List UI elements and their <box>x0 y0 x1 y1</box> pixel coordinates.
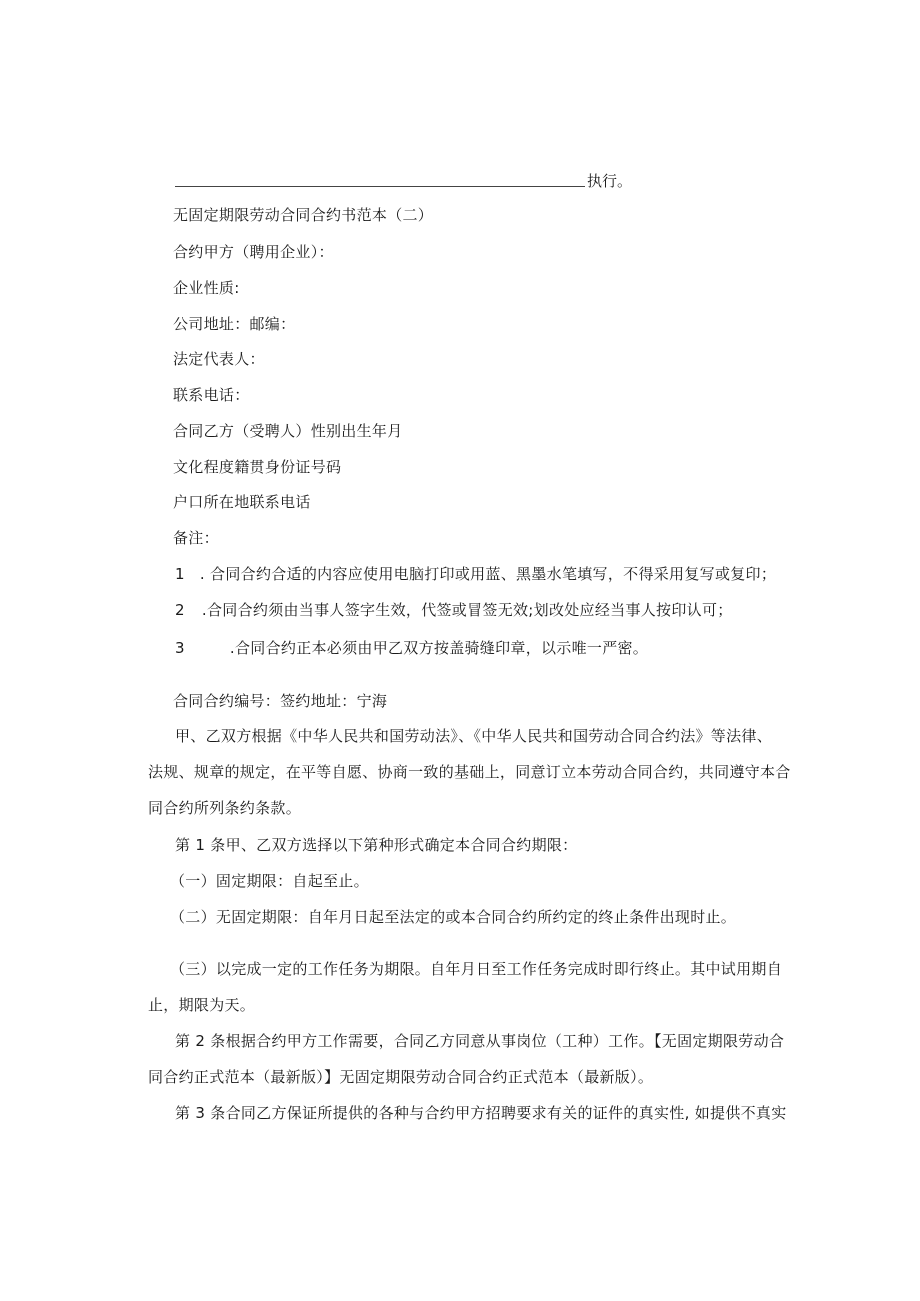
party-b-line-2: 文化程度籍贯身份证号码 <box>173 458 342 476</box>
party-a-legal-rep: 法定代表人： <box>173 350 265 368</box>
contract-info: 合同合约编号：签约地址：宁海 <box>173 692 388 710</box>
note-item-3 <box>175 637 648 659</box>
note-number: 2 <box>175 601 185 619</box>
party-b-line-3: 户口所在地联系电话 <box>173 493 311 511</box>
note-text: . 合同合约合适的内容应使用电脑打印或用蓝、黑墨水笔填写，不得采用复写或复印； <box>199 565 777 583</box>
notes-heading: 备注： <box>173 529 219 547</box>
note-text: .合同合约正本必须由甲乙双方按盖骑缝印章，以示唯一严密。 <box>229 639 649 657</box>
article-2-line-1: 第 2 条根据合约甲方工作需要，合同乙方同意从事岗位（工种）工作。【无固定期限劳动合 <box>175 1032 785 1050</box>
party-a-nature: 企业性质: <box>173 279 240 297</box>
article-1-heading: 第 1 条甲、乙双方选择以下第种形式确定本合同合约期限： <box>175 836 578 854</box>
exec-suffix: 执行。 <box>587 172 633 190</box>
note-item-2 <box>175 599 733 621</box>
party-a-phone: 联系电话： <box>173 386 250 404</box>
party-a-heading: 合约甲方（聘用企业）： <box>173 243 334 261</box>
article-1-option-3-line-1: （三）以完成一定的工作任务为期限。自年月日至工作任务完成时即行终止。其中试用期自 <box>170 960 783 978</box>
article-2-line-2: 同合约正式范本（最新版）】无固定期限劳动合同合约正式范本（最新版）。 <box>148 1068 654 1086</box>
note-number: 3 <box>175 639 185 657</box>
preamble-line-2: 法规、规章的规定，在平等自愿、协商一致的基础上，同意订立本劳动合同合约，共同遵守本合 <box>148 763 791 781</box>
preamble-line-1: 甲、乙双方根据《中华人民共和国劳动法》、《中华人民共和国劳动合同合约法》等法律、 <box>175 727 773 745</box>
preamble-line-3: 同合约所列条约条款。 <box>148 799 302 817</box>
signature-blank-line <box>175 186 585 187</box>
note-number: 1 <box>175 565 185 583</box>
document-title: 无固定期限劳动合同合约书范本（二） <box>173 206 434 224</box>
note-text: .合同合约须由当事人签字生效，代签或冒签无效;划改处应经当事人按印认可； <box>201 601 733 619</box>
article-1-option-1: （一）固定期限：自起至止。 <box>170 872 369 890</box>
article-1-option-2: （二）无固定期限：自年月日起至法定的或本合同合约所约定的终止条件出现时止。 <box>170 908 737 926</box>
party-b-line-1: 合同乙方（受聘人）性别出生年月 <box>173 422 403 440</box>
party-a-address: 公司地址：邮编： <box>173 315 296 333</box>
article-3-line-1: 第 3 条合同乙方保证所提供的各种与合约甲方招聘要求有关的证件的真实性, 如提供不真实 <box>175 1104 787 1122</box>
article-1-option-3-line-2: 止，期限为天。 <box>148 996 256 1014</box>
note-item-1 <box>175 563 776 585</box>
